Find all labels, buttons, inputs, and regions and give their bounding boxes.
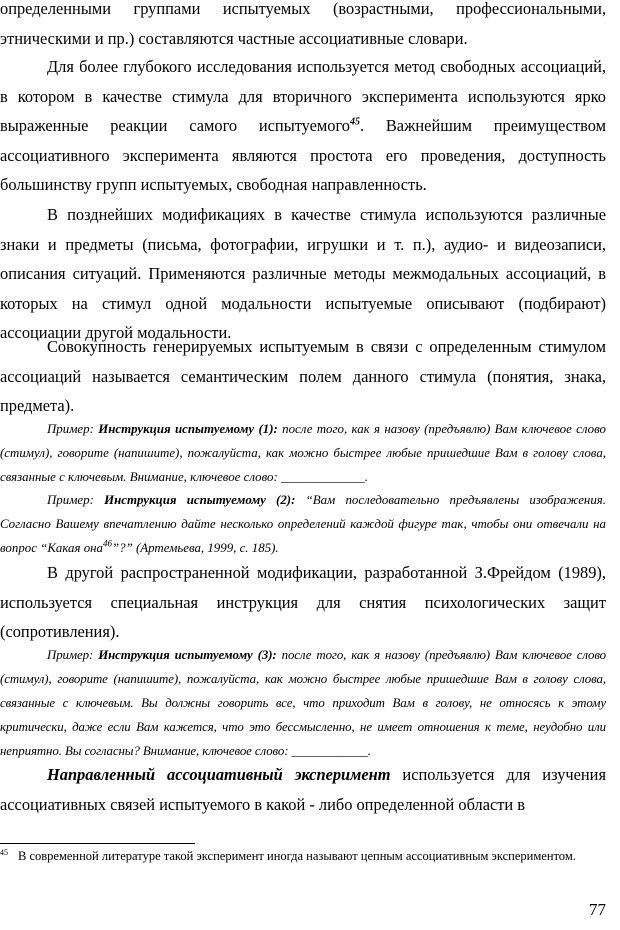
paragraph-semantic-field-text: Совокупность генерируемых испытуемым в связи с определенным стимулом ассоциаций называется семантическим полем данного стимула (понятия, знака, предмета). (0, 337, 606, 416)
example-2-text-b: ”?” (Артемьева, 1999, с. 185). (111, 541, 279, 555)
example-1 (0, 417, 606, 489)
example-3 (0, 643, 606, 763)
footnote-45 (0, 848, 606, 865)
paragraph-intro (0, 0, 606, 53)
footnote-separator (0, 843, 195, 844)
paragraph-free-associations (0, 52, 606, 200)
example-2 (0, 488, 606, 560)
paragraph-semantic-field (0, 332, 606, 421)
paragraph-freud-text: В другой распространенной модификации, разработанной З.Фрейдом (1989), используется специальная инструкция для снятия психологических защит (сопротивления). (0, 563, 606, 642)
example-2-label: Пример: (47, 493, 94, 507)
example-1-label: Пример: (47, 422, 94, 436)
footnote-number: 45 (0, 847, 8, 857)
page-number: 77 (589, 900, 606, 919)
footnote-text: В современной литературе такой эксперимент иногда называют цепным ассоциативным экспериментом. (18, 849, 576, 863)
paragraph-free-text-a: Для более глубокого исследования используется метод свободных ассоциаций, в котором в качестве стимула для вторичного эксперимента используются ярко выраженные реакции самого испытуемого (0, 57, 606, 136)
paragraph-modifications-text: В позднейших модификациях в качестве стимула используются различные знаки и предметы (письма, фотографии, игрушки и т. п.), аудио- и видеозаписи, описания ситуаций. Применяются различные методы межмодальных ассоциаций, в которых на стимул одной модальности испытуемые описывают (подбирают) ассоциации другой модальности. (0, 205, 606, 343)
example-3-text: после того, как я назову (предъявлю) Вам ключевое слово (стимул), говорите (напишите), пожалуйста, как можно быстрее любые пришедшие Вам в голову слова, связанные с ключевым. Вы должны говорить все, что приходит Вам в голову, не относясь к этому критически, даже если Вам кажется, что это бессмысленно, не имеет отношения к теме, неудобно или неприятно. Вы согласны? Внимание, ключевое слово: ____________. (0, 648, 607, 758)
footnote-ref-45[interactable]: 45 (349, 116, 360, 128)
paragraph-directed-text: используется для изучения ассоциативных связей испытуемого в какой - либо определенной области в (0, 765, 606, 814)
example-2-text-a: “Вам последовательно предъявлены изображения. Согласно Вашему впечатлению дайте несколько определений каждой фигуре так, чтобы они отвечали на вопрос “Какая она (0, 493, 606, 555)
example-1-text: после того, как я назову (предъявлю) Вам ключевое слово (стимул), говорите (напишите), пожалуйста, как можно быстрее любые пришедшие Вам в голову слова, связанные с ключевым. Внимание, ключевое слово: _____________. (0, 422, 606, 484)
example-3-label: Пример: (47, 648, 94, 662)
paragraph-freud (0, 558, 606, 647)
paragraph-free-text-b: . Важнейшим преимуществом ассоциативного эксперимента являются простота его проведения, доступность большинству групп испытуемых, свободная направленность. (0, 116, 606, 195)
directed-experiment-term: Направленный ассоциативный эксперимент (47, 765, 391, 784)
paragraph-modifications (0, 200, 606, 348)
footnote-ref-46[interactable]: 46 (102, 538, 112, 549)
example-1-title: Инструкция испытуемому (1): (98, 422, 278, 436)
paragraph-intro-text: определенными группами испытуемых (возрастными, профессиональными, этническими и пр.) составляются частные ассоциативные словари. (0, 0, 606, 48)
example-2-title: Инструкция испытуемому (2): (104, 493, 296, 507)
paragraph-directed-experiment (0, 760, 606, 819)
example-3-title: Инструкция испытуемому (3): (98, 648, 277, 662)
